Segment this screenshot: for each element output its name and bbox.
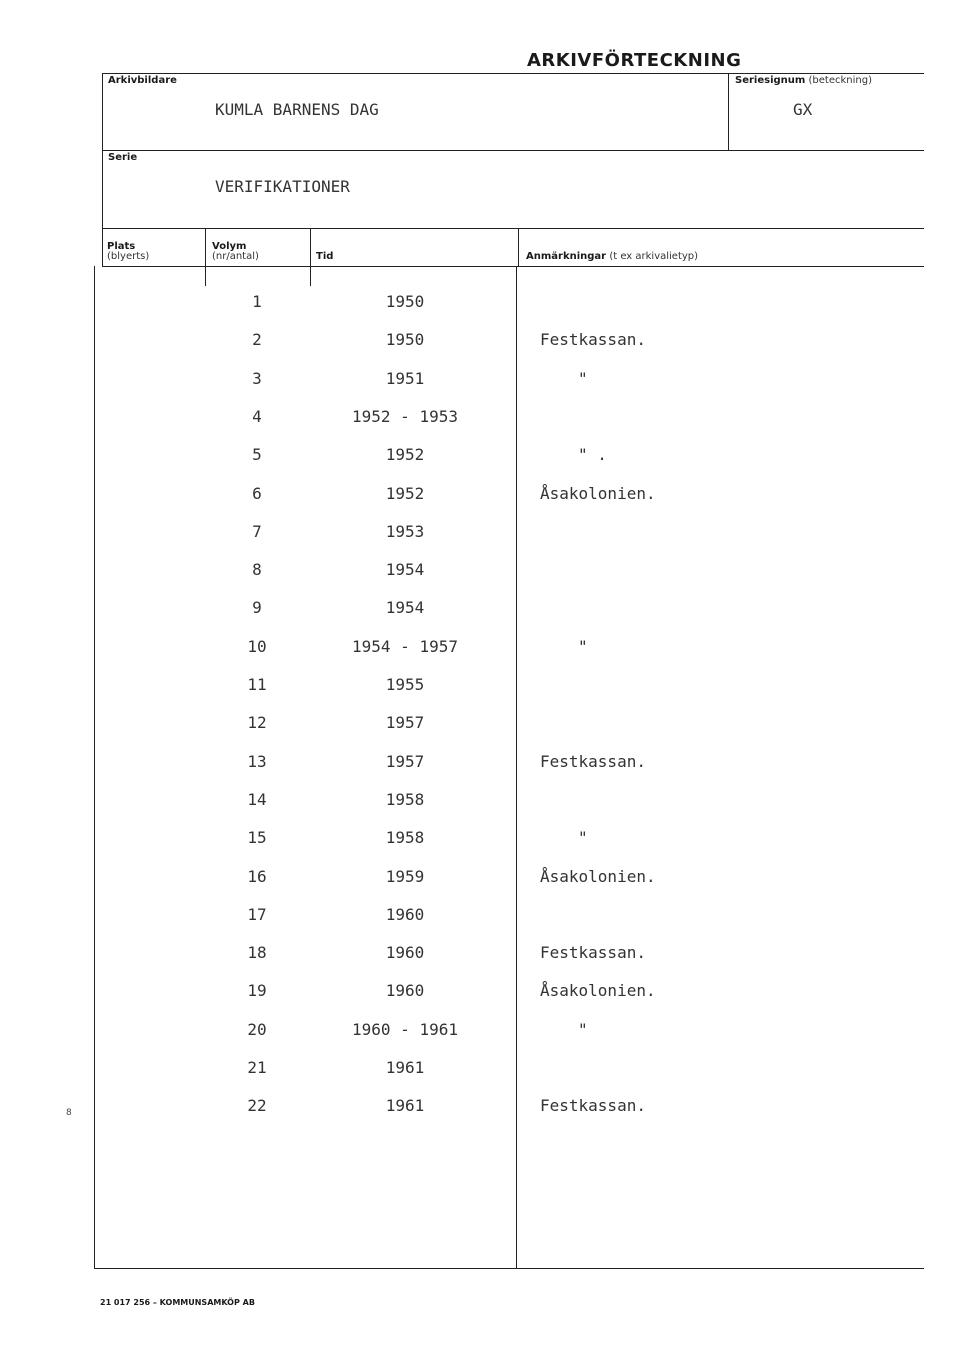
- table-row: [0, 752, 960, 790]
- anmarkning-value: Åsakolonien.: [540, 484, 656, 503]
- volym-number: 10: [247, 637, 267, 656]
- margin-number: 8: [66, 1108, 72, 1118]
- anmarkning-value: Åsakolonien.: [540, 981, 656, 1000]
- arkivbildare-value: KUMLA BARNENS DAG: [215, 100, 379, 119]
- anmarkning-value: ": [578, 369, 588, 388]
- volym-number: 22: [247, 1096, 267, 1115]
- volym-number: 7: [252, 522, 262, 541]
- table-row: [0, 713, 960, 751]
- anmarkningar-label: Anmärkningar (t ex arkivalietyp): [526, 251, 699, 262]
- volym-number: 17: [247, 905, 267, 924]
- table-row: [0, 637, 960, 675]
- table-row: [0, 1020, 960, 1058]
- serie-label: Serie: [108, 152, 138, 163]
- tid-value: 1960 - 1961: [352, 1020, 458, 1039]
- volym-number: 16: [247, 867, 267, 886]
- tid-value: 1954 - 1957: [352, 637, 458, 656]
- tid-anm-divider: [518, 228, 519, 266]
- table-row: [0, 867, 960, 905]
- plats-volym-divider: [205, 228, 206, 286]
- table-row: [0, 598, 960, 636]
- volym-number: 6: [252, 484, 262, 503]
- tid-value: 1952: [385, 484, 425, 503]
- tid-value: 1954: [385, 598, 425, 617]
- volym-number: 19: [247, 981, 267, 1000]
- table-row: [0, 1058, 960, 1096]
- tid-value: 1957: [385, 752, 425, 771]
- tid-value: 1955: [385, 675, 425, 694]
- table-row: [0, 522, 960, 560]
- volym-number: 12: [247, 713, 267, 732]
- anmarkning-value: Åsakolonien.: [540, 867, 656, 886]
- tid-value: 1958: [385, 828, 425, 847]
- tid-value: 1952 - 1953: [352, 407, 458, 426]
- volym-number: 21: [247, 1058, 267, 1077]
- tid-value: 1958: [385, 790, 425, 809]
- anmarkning-value: ": [578, 1020, 588, 1039]
- volym-number: 3: [252, 369, 262, 388]
- tid-value: 1961: [385, 1096, 425, 1115]
- anmarkning-value: Festkassan.: [540, 943, 646, 962]
- volym-number: 8: [252, 560, 262, 579]
- volym-number: 15: [247, 828, 267, 847]
- tid-value: 1951: [385, 369, 425, 388]
- plats-label: Plats (blyerts): [107, 241, 150, 262]
- volym-number: 9: [252, 598, 262, 617]
- seriesignum-value: GX: [793, 100, 813, 119]
- tid-value: 1952: [385, 445, 425, 464]
- body-bottom-line: [94, 1268, 924, 1269]
- volym-label: Volym (nr/antal): [212, 241, 259, 262]
- header-top-line: [102, 73, 924, 74]
- table-row: [0, 292, 960, 330]
- volym-number: 14: [247, 790, 267, 809]
- anmarkning-value: Festkassan.: [540, 752, 646, 771]
- table-row: [0, 369, 960, 407]
- arkivbildare-label: Arkivbildare: [108, 75, 177, 86]
- table-row: [0, 675, 960, 713]
- form-title: ARKIVFÖRTECKNING: [527, 50, 742, 71]
- tid-value: 1960: [385, 981, 425, 1000]
- tid-value: 1960: [385, 905, 425, 924]
- volym-tid-divider: [310, 228, 311, 286]
- tid-value: 1950: [385, 330, 425, 349]
- form-footer: 21 017 256 – KOMMUNSAMKÖP AB: [100, 1298, 255, 1307]
- volym-number: 18: [247, 943, 267, 962]
- volym-number: 20: [247, 1020, 267, 1039]
- table-row: [0, 905, 960, 943]
- tid-value: 1954: [385, 560, 425, 579]
- table-row: [0, 981, 960, 1019]
- tid-value: 1950: [385, 292, 425, 311]
- volym-number: 1: [252, 292, 262, 311]
- table-row: [0, 484, 960, 522]
- tid-value: 1961: [385, 1058, 425, 1077]
- table-row: [0, 828, 960, 866]
- table-row: [0, 445, 960, 483]
- header-left-line: [102, 73, 103, 266]
- seriesignum-divider: [728, 73, 729, 150]
- anmarkning-value: ": [578, 637, 588, 656]
- serie-top-line: [102, 150, 924, 151]
- table-row: [0, 1096, 960, 1134]
- table-row: [0, 790, 960, 828]
- volym-number: 4: [252, 407, 262, 426]
- serie-value: VERIFIKATIONER: [215, 177, 350, 196]
- columns-top-line: [102, 228, 924, 229]
- seriesignum-label: Seriesignum (beteckning): [735, 75, 872, 86]
- table-row: [0, 560, 960, 598]
- volym-number: 2: [252, 330, 262, 349]
- tid-value: 1959: [385, 867, 425, 886]
- anmarkning-value: " .: [578, 445, 607, 464]
- volym-number: 11: [247, 675, 267, 694]
- tid-value: 1953: [385, 522, 425, 541]
- tid-value: 1960: [385, 943, 425, 962]
- table-row: [0, 330, 960, 368]
- volym-number: 5: [252, 445, 262, 464]
- table-row: [0, 407, 960, 445]
- table-row: [0, 943, 960, 981]
- anmarkning-value: ": [578, 828, 588, 847]
- anmarkning-value: Festkassan.: [540, 1096, 646, 1115]
- anmarkning-value: Festkassan.: [540, 330, 646, 349]
- tid-label: Tid: [316, 251, 334, 262]
- columns-header-bottom-line: [102, 266, 924, 267]
- volym-number: 13: [247, 752, 267, 771]
- tid-value: 1957: [385, 713, 425, 732]
